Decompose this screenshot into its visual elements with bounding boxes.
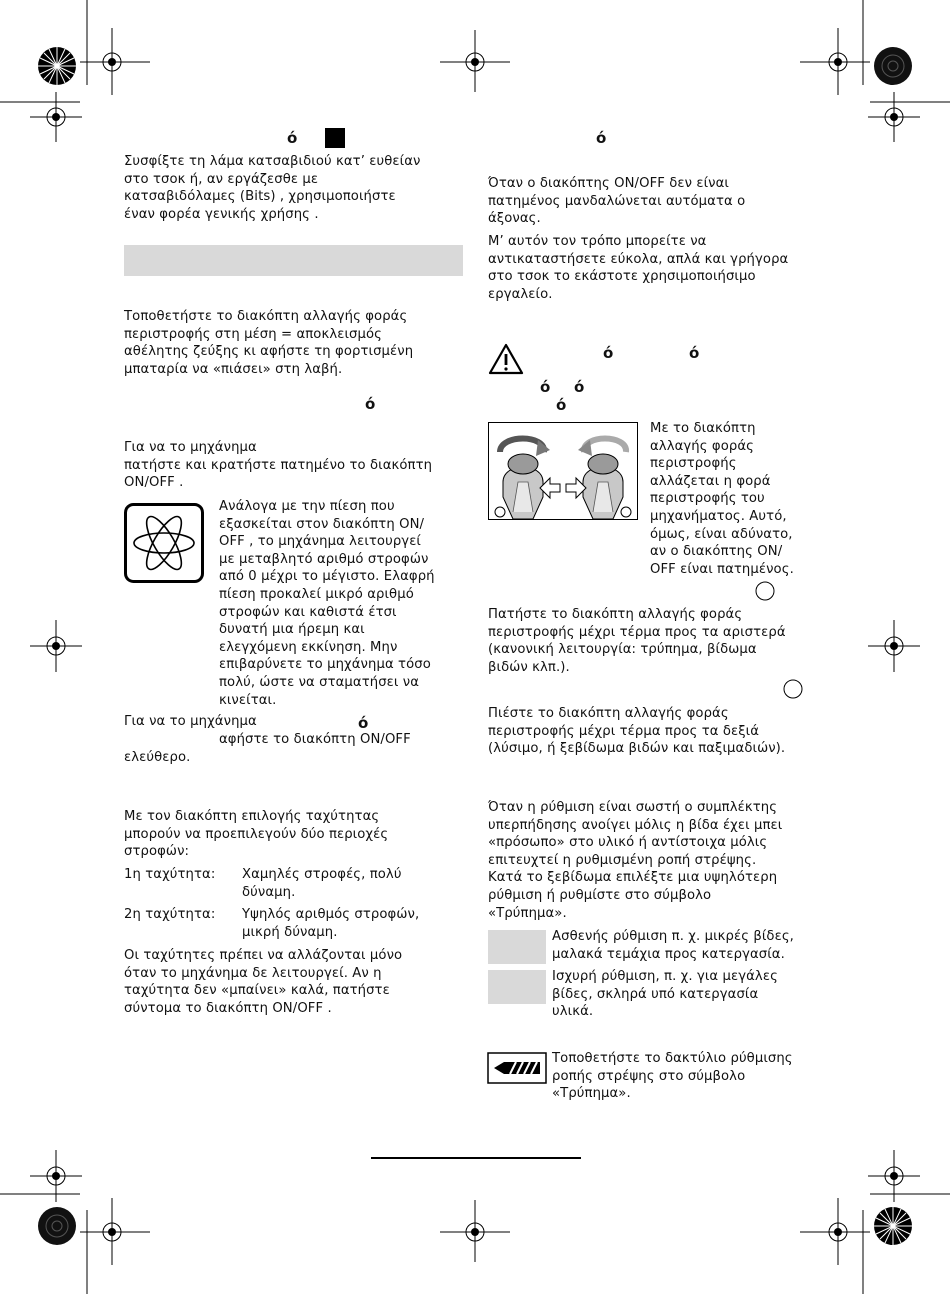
speed1-text: Χαμηλές στροφές, πολύ δύναμη. [242, 867, 402, 900]
paragraph-screwdriver-bits: Συσφίξτε τη λάμα κατσαβιδιού κατ’ ευθείαν στο τσοκ ή, αν εργάζεσθε με κατσαβιδόλαμες (Bits) , χρησιμοποιήστε έναν φορέα γενικής χρήσης . [124, 154, 421, 222]
section-marker: ό [365, 395, 376, 413]
section-marker: ό [689, 344, 700, 362]
drill-symbol-icon [488, 1053, 546, 1083]
warning-triangle-icon [488, 343, 524, 375]
strong-setting-icon [488, 970, 546, 1004]
speed2-text: Υψηλός αριθμός στροφών, μικρή δύναμη. [242, 907, 420, 940]
black-square-icon [325, 128, 345, 148]
paragraph-drill-setting: Τοποθετήστε το δακτύλιο ρύθμισης ροπής στρέψης στο σύμβολο «Τρύπημα». [552, 1051, 793, 1102]
paragraph-switch-off-line3: ελεύθερο. [124, 750, 191, 765]
section-marker: ό [596, 129, 607, 147]
paragraph-switch-on: Για να το μηχάνημα πατήστε και κρατήστε πατημένο το διακόπτη ON/OFF . [124, 440, 433, 491]
section-marker: ό [574, 378, 585, 396]
paragraph-switch-off-line2: αφήστε το διακόπτη ON/OFF [219, 732, 411, 747]
rotation-switch-illustration [488, 422, 638, 520]
paragraph-clutch-setting: Όταν η ρύθμιση είναι σωστή ο συμπλέκτης υπερπήδησης ανοίγει μόλις η βίδα έχει μπει «πρόσωπο» στο υλικό ή αντίστοιχα μόλις επιτευχτεί η ρυθμισμένη ροπή στρέψης. Κατά το ξεβίδωμα επιλέξτε μια υψηλότερη ρύθμιση ή ρυθμίστε στο σύμβολο «Τρύπημα». [488, 800, 783, 921]
atom-speed-icon [124, 503, 204, 583]
paragraph-gear-change-note: Οι ταχύτητες πρέπει να αλλάζονται μόνο όταν το μηχάνημα δε λειτουργεί. Αν η ταχύτητα δεν «μπαίνει» καλά, πατήστε σύντομα το διακόπτη ON/OFF . [124, 948, 403, 1016]
speed1-label: 1η ταχύτητα: [124, 867, 216, 882]
paragraph-gear-selector: Με τον διακόπτη επιλογής ταχύτητας μπορούν να προεπιλεγούν δύο περιοχές στροφών: [124, 809, 389, 860]
paragraph-strong-setting: Ισχυρή ρύθμιση, π. χ. για μεγάλες βίδες, σκληρά υπό κατεργασία υλικά. [552, 969, 778, 1020]
right-rotation-circle-icon [755, 581, 775, 601]
paragraph-battery-insert: Τοποθετήστε το διακόπτη αλλαγής φοράς περιστροφής στη μέση = αποκλεισμός αθέλητης ζεύξης κι αφήστε τη φορτισμένη μπαταρία να «πιάσει» στη λαβή. [124, 309, 414, 377]
paragraph-variable-speed: Ανάλογα με την πίεση που εξασκείται στον διακόπτη ON/ OFF , το μηχάνημα λειτουργεί με μεταβλητό αριθμό στροφών από 0 μέχρι το μέγιστο. Ελαφρή πίεση προκαλεί μικρό αριθμό στροφών και καθιστά έτσι δυνατή μια ήρεμη και ελεγχόμενη εκκίνηση. Μην επιβαρύνετε το μηχάνημα τόσο πολύ, ώστε να σταματήσει να κινείται. [219, 499, 435, 708]
paragraph-switch-off-line1: Για να το μηχάνημα [124, 714, 257, 729]
weak-setting-icon [488, 930, 546, 964]
paragraph-tool-change: Μ’ αυτόν τον τρόπο μπορείτε να αντικαταστήσετε εύκολα, απλά και γρήγορα στο τσοκ το εκάστοτε χρησιμοποιήσιμο εργαλείο. [488, 234, 789, 302]
paragraph-right-rotation: Πιέστε το διακόπτη αλλαγής φοράς περιστροφής μέχρι τέρμα προς τα δεξιά (λύσιμο, ή ξεβίδωμα βιδών και παξιμαδιών). [488, 706, 786, 757]
footer-rule [371, 1157, 581, 1159]
section-marker: ό [540, 378, 551, 396]
left-rotation-circle-icon [783, 679, 803, 699]
section-marker: ό [358, 714, 369, 732]
paragraph-rotation-switch: Με το διακόπτη αλλαγής φοράς περιστροφής αλλάζεται η φορά περιστροφής του μηχανήματος. Αυτό, όμως, είναι αδύνατο, αν ο διακόπτης ON/ OFF είναι πατημένος. [650, 421, 794, 577]
paragraph-left-rotation: Πατήστε το διακόπτη αλλαγής φοράς περιστροφής μέχρι τέρμα προς τα αριστερά (κανονική λειτουργία: τρύπημα, βίδωμα βιδών κλπ.). [488, 607, 786, 675]
speed2-label: 2η ταχύτητα: [124, 907, 216, 922]
paragraph-weak-setting: Ασθενής ρύθμιση π. χ. μικρές βίδες, μαλακά τεμάχια προς κατεργασία. [552, 929, 794, 962]
section-header-bar [124, 245, 463, 276]
section-marker: ό [287, 129, 298, 147]
section-marker: ό [603, 344, 614, 362]
section-marker: ό [556, 396, 567, 414]
paragraph-spindle-lock: Όταν ο διακόπτης ON/OFF δεν είναι πατημένος μανδαλώνεται αυτόματα ο άξονας. [488, 176, 746, 227]
